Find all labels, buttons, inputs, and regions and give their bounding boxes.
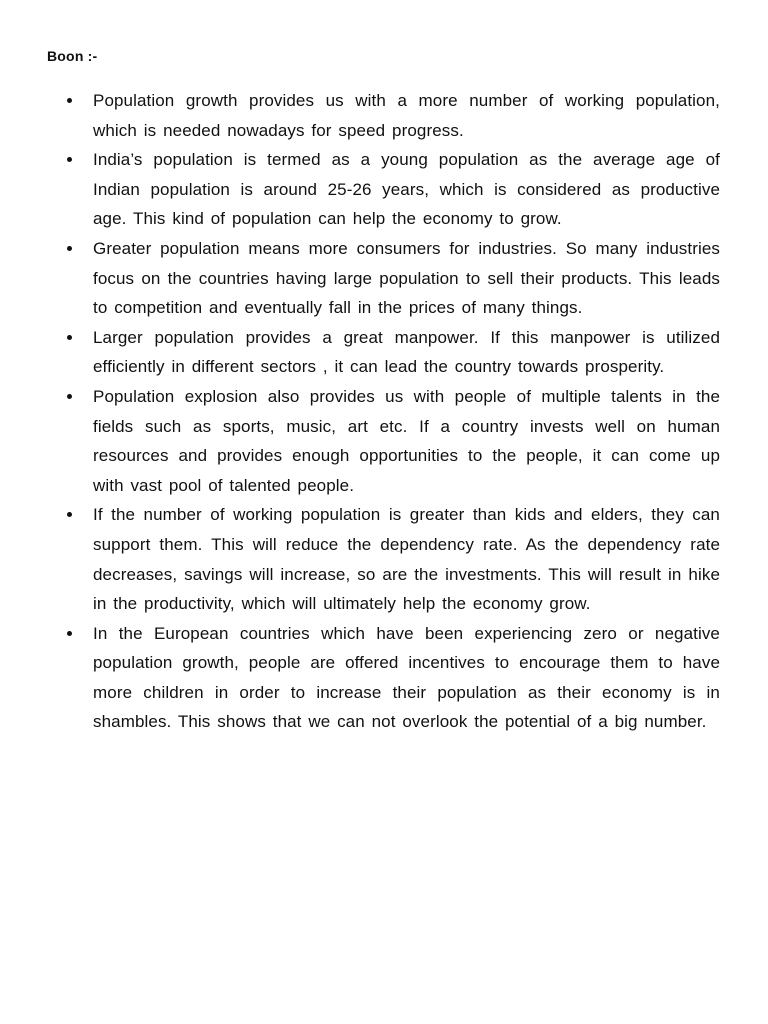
- bullet-icon: [67, 335, 72, 340]
- list-item: [93, 234, 720, 323]
- list-item: [93, 382, 720, 500]
- list-item: [93, 86, 720, 145]
- list-item-text: Greater population means more consumers for industries. So many industries focus on the countries having large population to sell their products. This leads to competition and eventually fall in the prices of many things.: [93, 238, 720, 318]
- list-item: [93, 500, 720, 618]
- list-item-text: Population growth provides us with a more number of working population, which is needed nowadays for speed progress.: [93, 91, 720, 140]
- list-item-text: Population explosion also provides us with people of multiple talents in the fields such as sports, music, art etc. If a country invests well on human resources and provides enough opportunities to the people, it can come up with vast pool of talented people.: [93, 386, 720, 495]
- bullet-icon: [67, 98, 72, 103]
- bullet-icon: [67, 246, 72, 251]
- list-item: [93, 323, 720, 382]
- bullet-icon: [67, 157, 72, 162]
- list-item: [93, 145, 720, 234]
- bullet-icon: [67, 512, 72, 517]
- section-heading: Boon :-: [47, 48, 98, 64]
- bullet-list: [93, 86, 720, 737]
- list-item-text: Larger population provides a great manpower. If this manpower is utilized efficiently in different sectors , it can lead the country towards prosperity.: [93, 327, 720, 377]
- list-item-text: India’s population is termed as a young population as the average age of Indian population is around 25-26 years, which is considered as productive age. This kind of population can help the economy to grow.: [93, 150, 720, 229]
- list-item-text: If the number of working population is greater than kids and elders, they can support them. This will reduce the dependency rate. As the dependency rate decreases, savings will increase, so are the investments. This will result in hike in the productivity, which will ultimately help the economy grow.: [93, 505, 720, 614]
- bullet-icon: [67, 631, 72, 636]
- list-item: [93, 619, 720, 737]
- bullet-icon: [67, 394, 72, 399]
- list-item-text: In the European countries which have been experiencing zero or negative population growth, people are offered incentives to encourage them to have more children in order to increase their population as their economy is in shambles. This shows that we can not overlook the potential of a big number.: [93, 623, 720, 732]
